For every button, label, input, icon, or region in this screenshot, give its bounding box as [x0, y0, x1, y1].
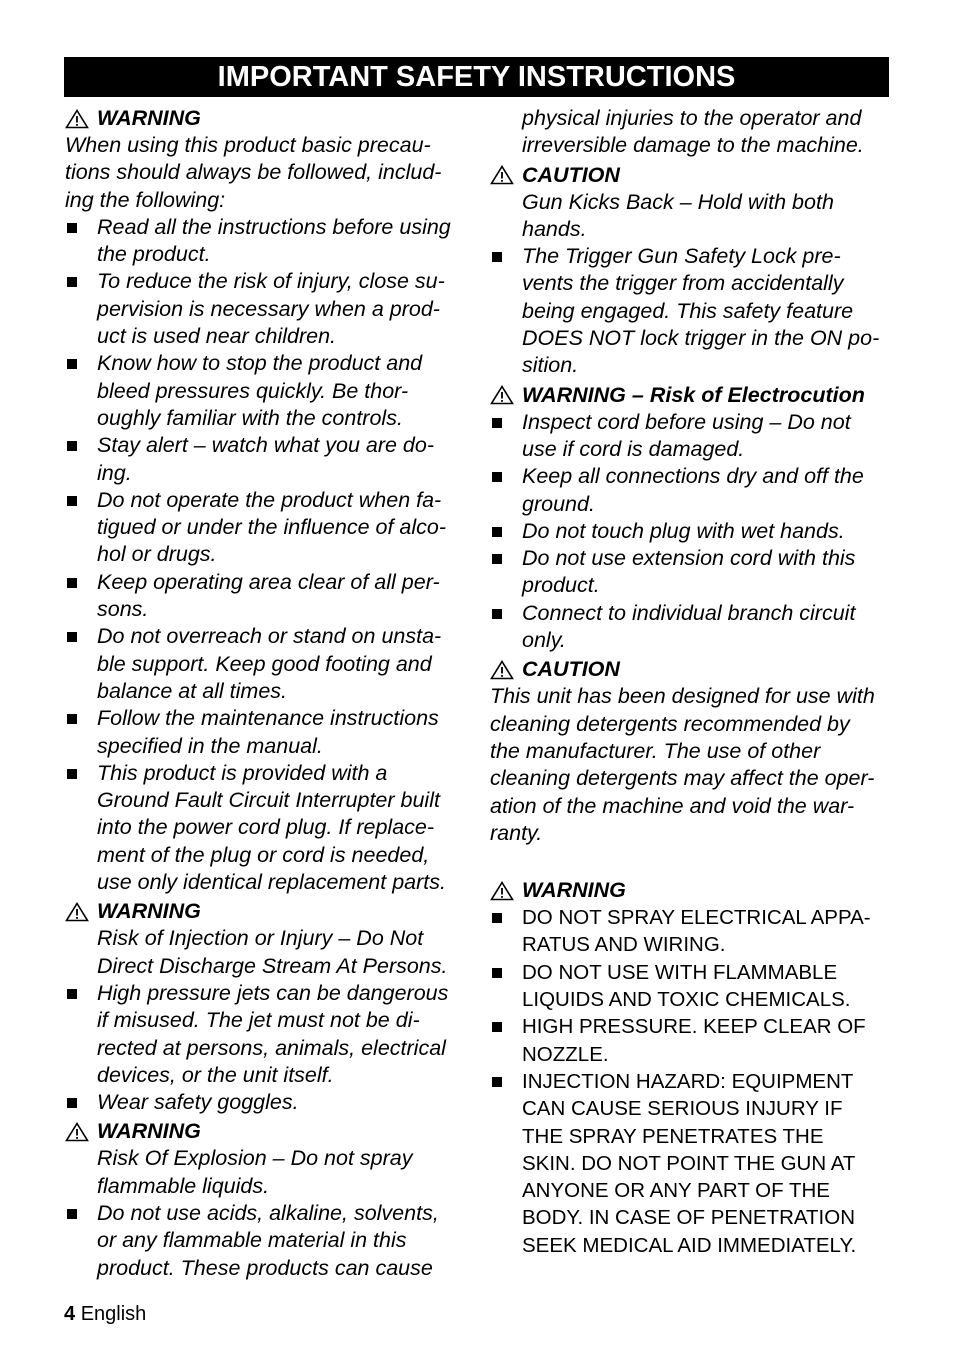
caution-heading [490, 162, 890, 189]
electrocution-warning-heading [490, 382, 890, 409]
spacer [490, 847, 890, 877]
square-bullet-icon [492, 968, 502, 978]
square-bullet-icon [67, 1098, 77, 1108]
square-bullet-icon [67, 769, 77, 779]
right-column [490, 105, 890, 1259]
left-column [65, 105, 465, 1282]
square-bullet-icon [492, 252, 502, 262]
list-item: To reduce the risk of injury, close su- pervision is necessary when a prod- uct is used near children. [65, 268, 465, 350]
warning-triangle-icon [490, 385, 514, 405]
list-item: DO NOT SPRAY ELECTRICAL APPA- RATUS AND WIRING. [490, 904, 890, 959]
warning-triangle-icon [490, 660, 514, 680]
list-item: Read all the instructions before using the product. [65, 214, 465, 269]
square-bullet-icon [492, 609, 502, 619]
list-item: Do not touch plug with wet hands. [490, 518, 890, 545]
square-bullet-icon [67, 496, 77, 506]
caution-text: This unit has been designed for use with cleaning detergents recommended by the manufacturer. The use of other cleaning detergents may affect the oper- ation of the machine and void the war- ranty. [490, 684, 875, 845]
square-bullet-icon [67, 223, 77, 233]
list-item: INJECTION HAZARD: EQUIPMENT CAN CAUSE SERIOUS INJURY IF THE SPRAY PENETRATES THE SKIN. DO NOT POINT THE GUN AT ANYONE OR ANY PART OF THE BODY. IN CASE OF PENETRATION SEEK MEDICAL AID IMMEDIATELY. [490, 1068, 890, 1259]
square-bullet-icon [67, 1209, 77, 1219]
square-bullet-icon [67, 714, 77, 724]
square-bullet-icon [492, 527, 502, 537]
list-item: Stay alert – watch what you are do- ing. [65, 432, 465, 487]
caution-heading-label: CAUTION [522, 657, 620, 682]
list-item: Know how to stop the product and bleed pressures quickly. Be thor- oughly familiar with the controls. [65, 350, 465, 432]
square-bullet-icon [67, 989, 77, 999]
warning-heading-label: WARNING [522, 878, 626, 903]
warning-heading-label: WARNING [97, 1119, 201, 1144]
warning-heading-label: WARNING [97, 106, 201, 130]
warning-heading-label: WARNING – Risk of Electrocution [522, 382, 865, 407]
caution-subtitle: Gun Kicks Back – Hold with both hands. [522, 189, 834, 241]
list-item: The Trigger Gun Safety Lock pre- vents the trigger from accidentally being engaged. This safety feature DOES NOT lock trigger in the ON po- sition. [490, 243, 890, 379]
warning-subtitle: Risk of Injection or Injury – Do Not Direct Discharge Stream At Persons. [97, 926, 448, 978]
page-number: 4 [64, 1303, 76, 1325]
square-bullet-icon [67, 441, 77, 451]
warning-subtitle: Risk Of Explosion – Do not spray flammable liquids. [97, 1146, 413, 1198]
list-item: Wear safety goggles. [65, 1089, 465, 1116]
warning-heading-label: WARNING [97, 899, 201, 924]
square-bullet-icon [492, 554, 502, 564]
list-item: Do not overreach or stand on unsta- ble support. Keep good footing and balance at all times. [65, 623, 465, 705]
square-bullet-icon [67, 277, 77, 287]
page-title: IMPORTANT SAFETY INSTRUCTIONS [64, 57, 889, 97]
square-bullet-icon [67, 632, 77, 642]
warning-intro: When using this product basic precau- tions should always be followed, includ- ing the following: [65, 133, 442, 212]
caution-heading [490, 656, 890, 683]
list-item: Follow the maintenance instructions specified in the manual. [65, 705, 465, 760]
list-item: DO NOT USE WITH FLAMMABLE LIQUIDS AND TOXIC CHEMICALS. [490, 959, 890, 1014]
list-item: Inspect cord before using – Do not use if cord is damaged. [490, 409, 890, 464]
warning-triangle-icon [65, 1122, 89, 1142]
square-bullet-icon [492, 1022, 502, 1032]
warning-triangle-icon [65, 902, 89, 922]
page-language: English [80, 1303, 147, 1325]
square-bullet-icon [492, 913, 502, 923]
square-bullet-icon [492, 1077, 502, 1087]
warning-triangle-icon [490, 881, 514, 901]
caution-heading-label: CAUTION [522, 162, 620, 187]
warning-heading [65, 898, 465, 925]
list-item: Do not use acids, alkaline, solvents, or any flammable material in this product. These products can cause [65, 1200, 465, 1282]
page-footer [64, 1302, 146, 1326]
list-item: HIGH PRESSURE. KEEP CLEAR OF NOZZLE. [490, 1013, 890, 1068]
list-item: Keep all connections dry and off the ground. [490, 463, 890, 518]
square-bullet-icon [492, 472, 502, 482]
continuation-text: physical injuries to the operator and irreversible damage to the machine. [522, 106, 864, 158]
warning-heading [65, 1118, 465, 1145]
warning-triangle-icon [490, 165, 514, 185]
list-item: This product is provided with a Ground Fault Circuit Interrupter built into the power cord plug. If replace- ment of the plug or cord is needed, use only identical replacement parts. [65, 760, 465, 896]
list-item: Do not use extension cord with this product. [490, 545, 890, 600]
warning-triangle-icon [65, 109, 89, 129]
list-item: Connect to individual branch circuit only. [490, 600, 890, 655]
list-item: Do not operate the product when fa- tigued or under the influence of alco- hol or drugs. [65, 487, 465, 569]
square-bullet-icon [67, 578, 77, 588]
square-bullet-icon [67, 359, 77, 369]
list-item: High pressure jets can be dangerous if misused. The jet must not be di- rected at persons, animals, electrical devices, or the unit itself. [65, 980, 465, 1089]
list-item: Keep operating area clear of all per- sons. [65, 569, 465, 624]
warning-heading [65, 105, 465, 132]
square-bullet-icon [492, 418, 502, 428]
warning-heading [490, 877, 890, 904]
